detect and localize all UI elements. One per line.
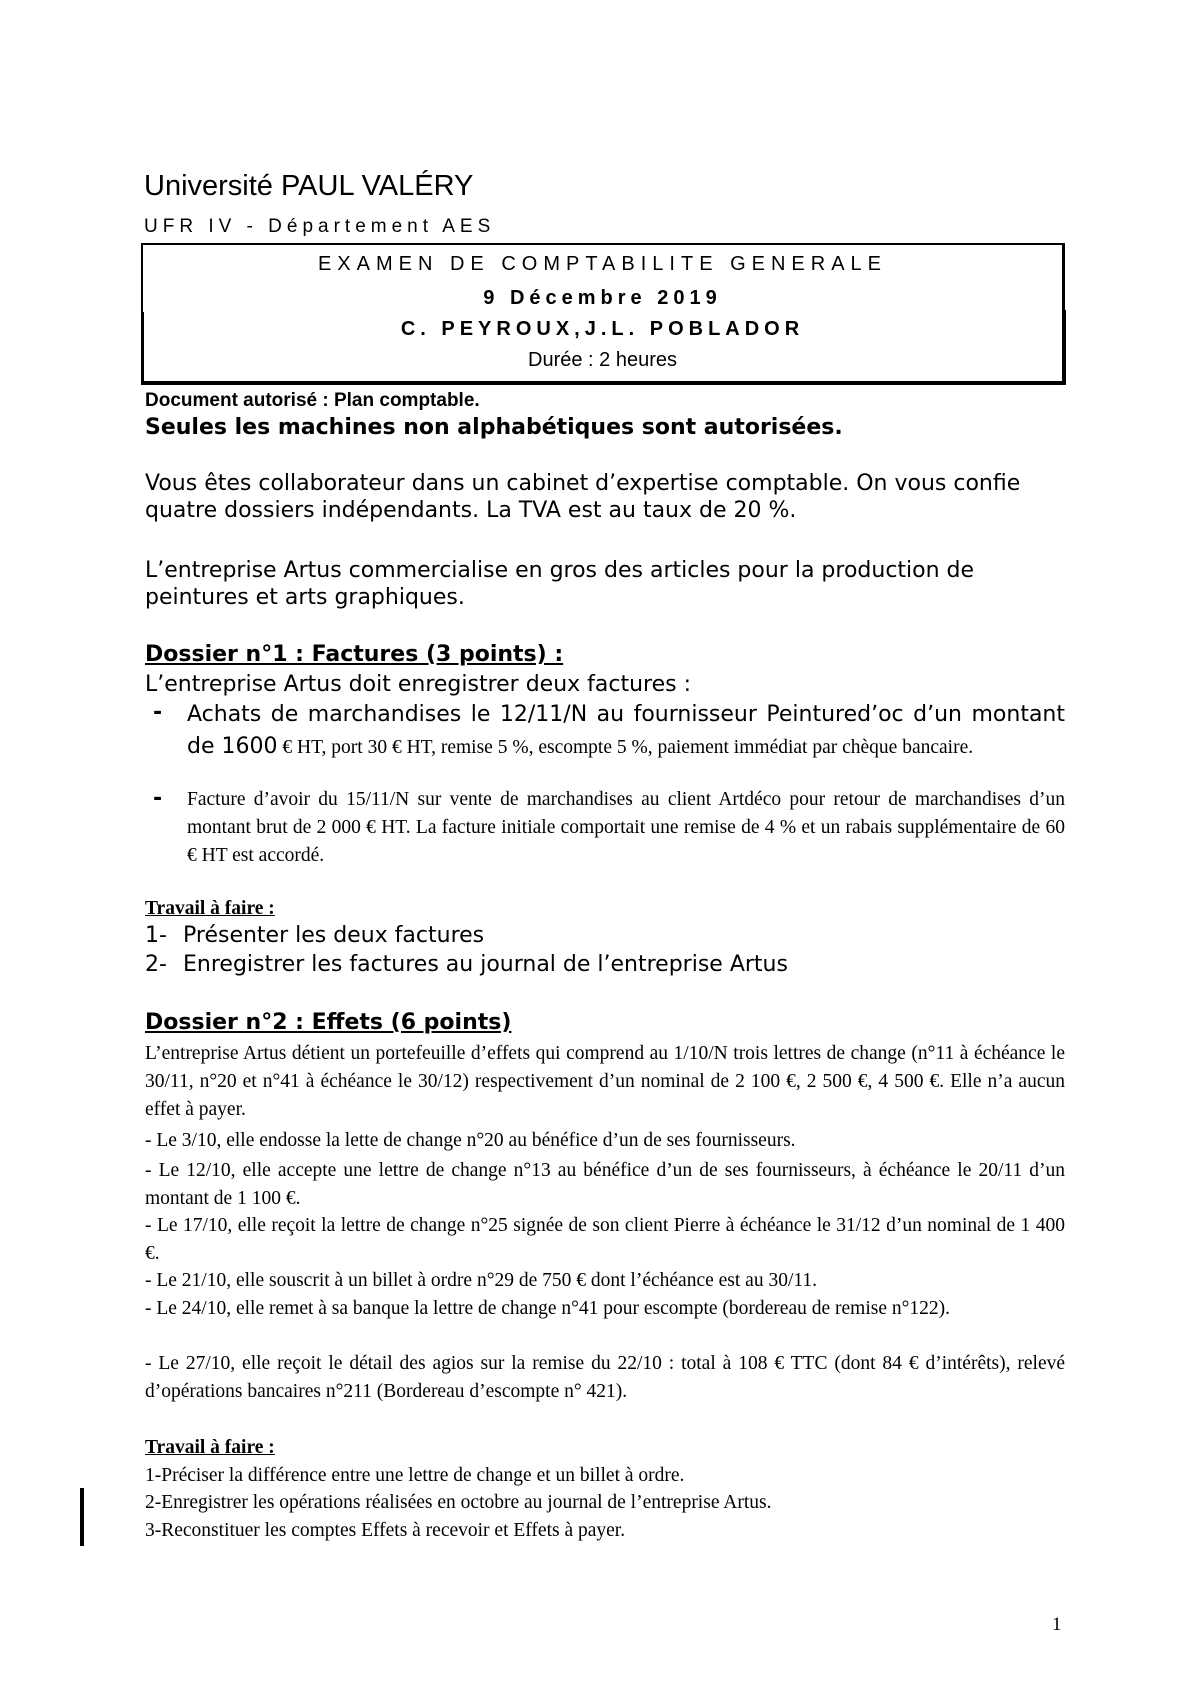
margin-change-bar: [80, 1488, 84, 1546]
dossier-2-heading: Dossier n°2 : Effets (6 points): [145, 1010, 512, 1035]
intro-paragraph-2: L’entreprise Artus commercialise en gros des articles pour la production de peintures et arts graphiques.: [145, 558, 975, 610]
dossier-2-operation-2: - Le 12/10, elle accepte une lettre de change n°13 au bénéfice d’un de ses fournisseurs, à échéance le 20/11 d’un montant de 1 100 €.: [145, 1160, 1065, 1209]
exam-header-box: [141, 243, 1065, 385]
intro-paragraph-1: Vous êtes collaborateur dans un cabinet d’expertise comptable. On vous confie quatre dossiers indépendants. La TVA est au taux de 20 %.: [145, 471, 1021, 523]
dossier-2-intro: L’entreprise Artus détient un portefeuille d’effets qui comprend au 1/10/N trois lettres de change (n°11 à échéance le 30/11, n°20 et n°41 à échéance le 30/12) respectivement d’un nominal de 2 100 €, 2 500 €, 4 500 €. Elle n’a aucun effet à payer.: [145, 1043, 1065, 1120]
dossier-1-item-1: [187, 700, 1065, 764]
department-subtitle: UFR IV - Département AES: [144, 216, 496, 237]
bullet-marker: -: [153, 786, 163, 811]
dossier-2-task-heading: Travail à faire :: [145, 1437, 275, 1458]
exam-title: EXAMEN DE COMPTABILITE GENERALE: [317, 253, 888, 275]
dossier-2-operation-4: - Le 21/10, elle souscrit à un billet à ordre n°29 de 750 € dont l’échéance est au 30/11.: [145, 1270, 818, 1291]
dossier-2-operation-6: - Le 27/10, elle reçoit le détail des agios sur la remise du 22/10 : total à 108 € TTC (dont 84 € d’intérêts), relevé d’opérations bancaires n°211 (Bordereau d’escompte n° 421).: [145, 1353, 1065, 1402]
page-number: 1: [1052, 1614, 1062, 1635]
dossier-2-operation-1: - Le 3/10, elle endosse la lette de change n°20 au bénéfice d’un de ses fournisseurs.: [145, 1130, 796, 1151]
dossier-1-task-heading: Travail à faire :: [145, 898, 275, 919]
university-title: Université PAUL VALÉRY: [144, 170, 474, 202]
exam-date: 9 Décembre 2019: [483, 287, 722, 309]
bullet-marker: -: [153, 700, 163, 725]
dossier-2-operation-3: - Le 17/10, elle reçoit la lettre de change n°25 signée de son client Pierre à échéance le 31/12 d’un nominal de 1 400 €.: [145, 1215, 1065, 1264]
allowed-document: Document autorisé : Plan comptable.: [145, 390, 480, 411]
dossier-1-task-2: Enregistrer les factures au journal de l’entreprise Artus: [183, 952, 788, 977]
dossier-2-task-1: 1-Préciser la différence entre une lettre de change et un billet à ordre.: [145, 1465, 685, 1486]
dossier-2-task-3: 3-Reconstituer les comptes Effets à recevoir et Effets à payer.: [145, 1520, 626, 1541]
item-1-rest: € HT, port 30 € HT, remise 5 %, escompte 5 %, paiement immédiat par chèque bancaire.: [277, 737, 974, 758]
box-shadow-right: [1062, 310, 1066, 385]
exam-duration: Durée : 2 heures: [528, 349, 677, 371]
dossier-1-item-2: Facture d’avoir du 15/11/N sur vente de marchandises au client Artdéco pour retour de marchandises d’un montant brut de 2 000 € HT. La facture initiale comportait une remise de 4 % et un rabais supplémentaire de 60 € HT est accordé.: [187, 789, 1065, 866]
exam-authors: C. PEYROUX,J.L. POBLADOR: [400, 318, 805, 340]
dossier-1-intro: L’entreprise Artus doit enregistrer deux factures :: [145, 672, 692, 697]
dossier-1-task-1: Présenter les deux factures: [183, 923, 485, 948]
box-shadow-left: [141, 312, 144, 385]
dossier-1-heading: Dossier n°1 : Factures (3 points) :: [145, 642, 564, 667]
dossier-2-task-2: 2-Enregistrer les opérations réalisées en octobre au journal de l’entreprise Artus.: [145, 1492, 772, 1513]
dossier-1-task-2-number: 2-: [145, 952, 167, 977]
dossier-2-operation-5: - Le 24/10, elle remet à sa banque la lettre de change n°41 pour escompte (bordereau de remise n°122).: [145, 1298, 951, 1319]
allowed-calculators: Seules les machines non alphabétiques sont autorisées.: [145, 415, 843, 440]
dossier-1-task-1-number: 1-: [145, 923, 167, 948]
item-1-lead: Achats de marchandises le 12/11/N au fournisseur Peinturedʼoc dʼun montant de 1600: [187, 702, 1065, 759]
